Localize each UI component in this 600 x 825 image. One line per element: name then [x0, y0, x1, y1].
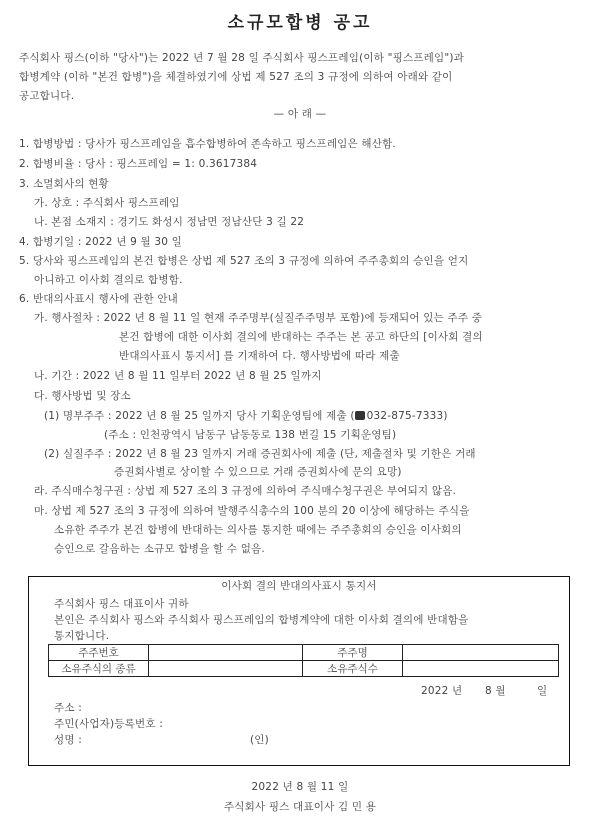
item-dissolved-address: 나. 본점 소재지 : 경기도 화성시 정남면 정남산단 3 길 22 [34, 216, 305, 228]
registered-holder-text: (1) 명부주주 : 2022 년 8 월 25 일까지 당사 기획운영팀에 제출 ( [44, 410, 355, 422]
share-count-label: 소유주식수 [303, 661, 403, 677]
item-dissolved-heading: 3. 소멸회사의 현황 [19, 178, 109, 190]
registered-holder-phone: 032-875-7333) [366, 410, 448, 422]
registered-holder-line-1 [44, 409, 448, 423]
footer-signature: 주식회사 핑스 대표이사 김 민 용 [223, 801, 377, 813]
share-type-field[interactable] [149, 661, 303, 677]
item-approval-line-2: 아니하고 이사회 결의로 합병함. [34, 274, 183, 286]
beneficial-holder-line-1: (2) 실질주주 : 2022 년 8 월 23 일까지 거래 증권회사에 제출 (단, 제출절차 및 기한은 거래 [44, 448, 476, 460]
form-date-year: 2022 년 [421, 685, 463, 697]
form-statement-line-2: 통지합니다. [54, 630, 110, 642]
form-title: 이사회 결의 반대의사표시 통지서 [221, 580, 377, 592]
item-merger-ratio: 2. 합병비율 : 당사 : 핑스프레임 = 1: 0.3617384 [19, 158, 258, 170]
form-date-month: 8 월 [485, 685, 506, 697]
procedure-line-3: 반대의사표시 통지서] 를 기재하여 다. 행사방법에 따라 제출 [119, 350, 400, 362]
form-statement-line-1: 본인은 주식회사 핑스와 주식회사 핑스프레임의 합병계약에 대한 이사회 결의에 반대함을 [54, 614, 469, 626]
shareholder-info-table [48, 644, 559, 677]
item-dissent-heading: 6. 반대의사표시 행사에 관한 안내 [19, 293, 179, 305]
table-row [49, 645, 559, 661]
form-seal-mark: (인) [250, 734, 269, 746]
form-address-label: 주소 : [54, 702, 82, 714]
item-approval-line-1: 5. 당사와 핑스프레임의 본건 합병은 상법 제 527 조의 3 규정에 의하여 주주총회의 승인을 얻지 [19, 255, 469, 267]
below-marker: — 아 래 — [273, 108, 327, 120]
item-merger-method: 1. 합병방법 : 당사가 핑스프레임을 흡수합병하여 존속하고 핑스프레임은 해산함. [19, 138, 396, 150]
shareholder-no-label: 주주번호 [49, 645, 149, 661]
item-dissolved-name: 가. 상호 : 주식회사 핑스프레임 [34, 197, 180, 209]
appraisal-line: 라. 주식매수청구권 : 상법 제 527 조의 3 규정에 의하여 주식매수청구권은 부여되지 않음. [34, 485, 457, 497]
intro-line-3: 공고합니다. [19, 90, 75, 102]
table-row [49, 661, 559, 677]
intro-line-1: 주식회사 핑스(이하 "당사")는 2022 년 7 월 28 일 주식회사 핑스프레임(이하 "핑스프레임")과 [19, 52, 465, 64]
beneficial-holder-line-2: 증권회사별로 상이할 수 있으므로 거래 증권회사에 문의 요망) [114, 466, 402, 478]
shareholder-name-label: 주주명 [303, 645, 403, 661]
page-title: 소규모합병 공고 [227, 13, 373, 33]
threshold-line-1: 마. 상법 제 527 조의 3 규정에 의하여 발행주식총수의 100 분의 20 이상에 해당하는 주식을 [34, 505, 470, 517]
shareholder-name-field[interactable] [403, 645, 559, 661]
footer-date: 2022 년 8 월 11 일 [251, 781, 349, 793]
procedure-line-2: 본건 합병에 대한 이사회 결의에 반대하는 주주는 본 공고 하단의 [이사회 결의 [119, 331, 483, 343]
share-type-label: 소유주식의 종류 [49, 661, 149, 677]
phone-icon [355, 411, 365, 420]
threshold-line-3: 승인으로 갈음하는 소규모 합병을 할 수 없음. [54, 543, 265, 555]
form-addressee: 주식회사 핑스 대표이사 귀하 [54, 598, 189, 610]
shareholder-no-field[interactable] [149, 645, 303, 661]
registered-holder-line-2: (주소 : 인천광역시 남동구 남동동로 138 번길 15 기획운영팀) [104, 429, 397, 441]
period-line: 나. 기간 : 2022 년 8 월 11 일부터 2022 년 8 월 25 일까지 [34, 370, 322, 382]
place-heading: 다. 행사방법 및 장소 [34, 390, 131, 402]
form-id-label: 주민(사업자)등록번호 : [54, 718, 163, 730]
threshold-line-2: 소유한 주주가 본건 합병에 반대하는 의사를 통지한 때에는 주주총회의 승인을 이사회의 [54, 524, 462, 536]
share-count-field[interactable] [403, 661, 559, 677]
item-merger-date: 4. 합병기일 : 2022 년 9 월 30 일 [19, 236, 183, 248]
form-date-day: 일 [537, 685, 548, 697]
intro-line-2: 합병계약 (이하 "본건 합병")을 체결하였기에 상법 제 527 조의 3 규정에 의하여 아래와 같이 [19, 71, 453, 83]
procedure-line-1: 가. 행사절차 : 2022 년 8 월 11 일 현재 주주명부(실질주주명부 포함)에 등재되어 있는 주주 중 [34, 312, 483, 324]
form-name-label: 성명 : [54, 734, 82, 746]
